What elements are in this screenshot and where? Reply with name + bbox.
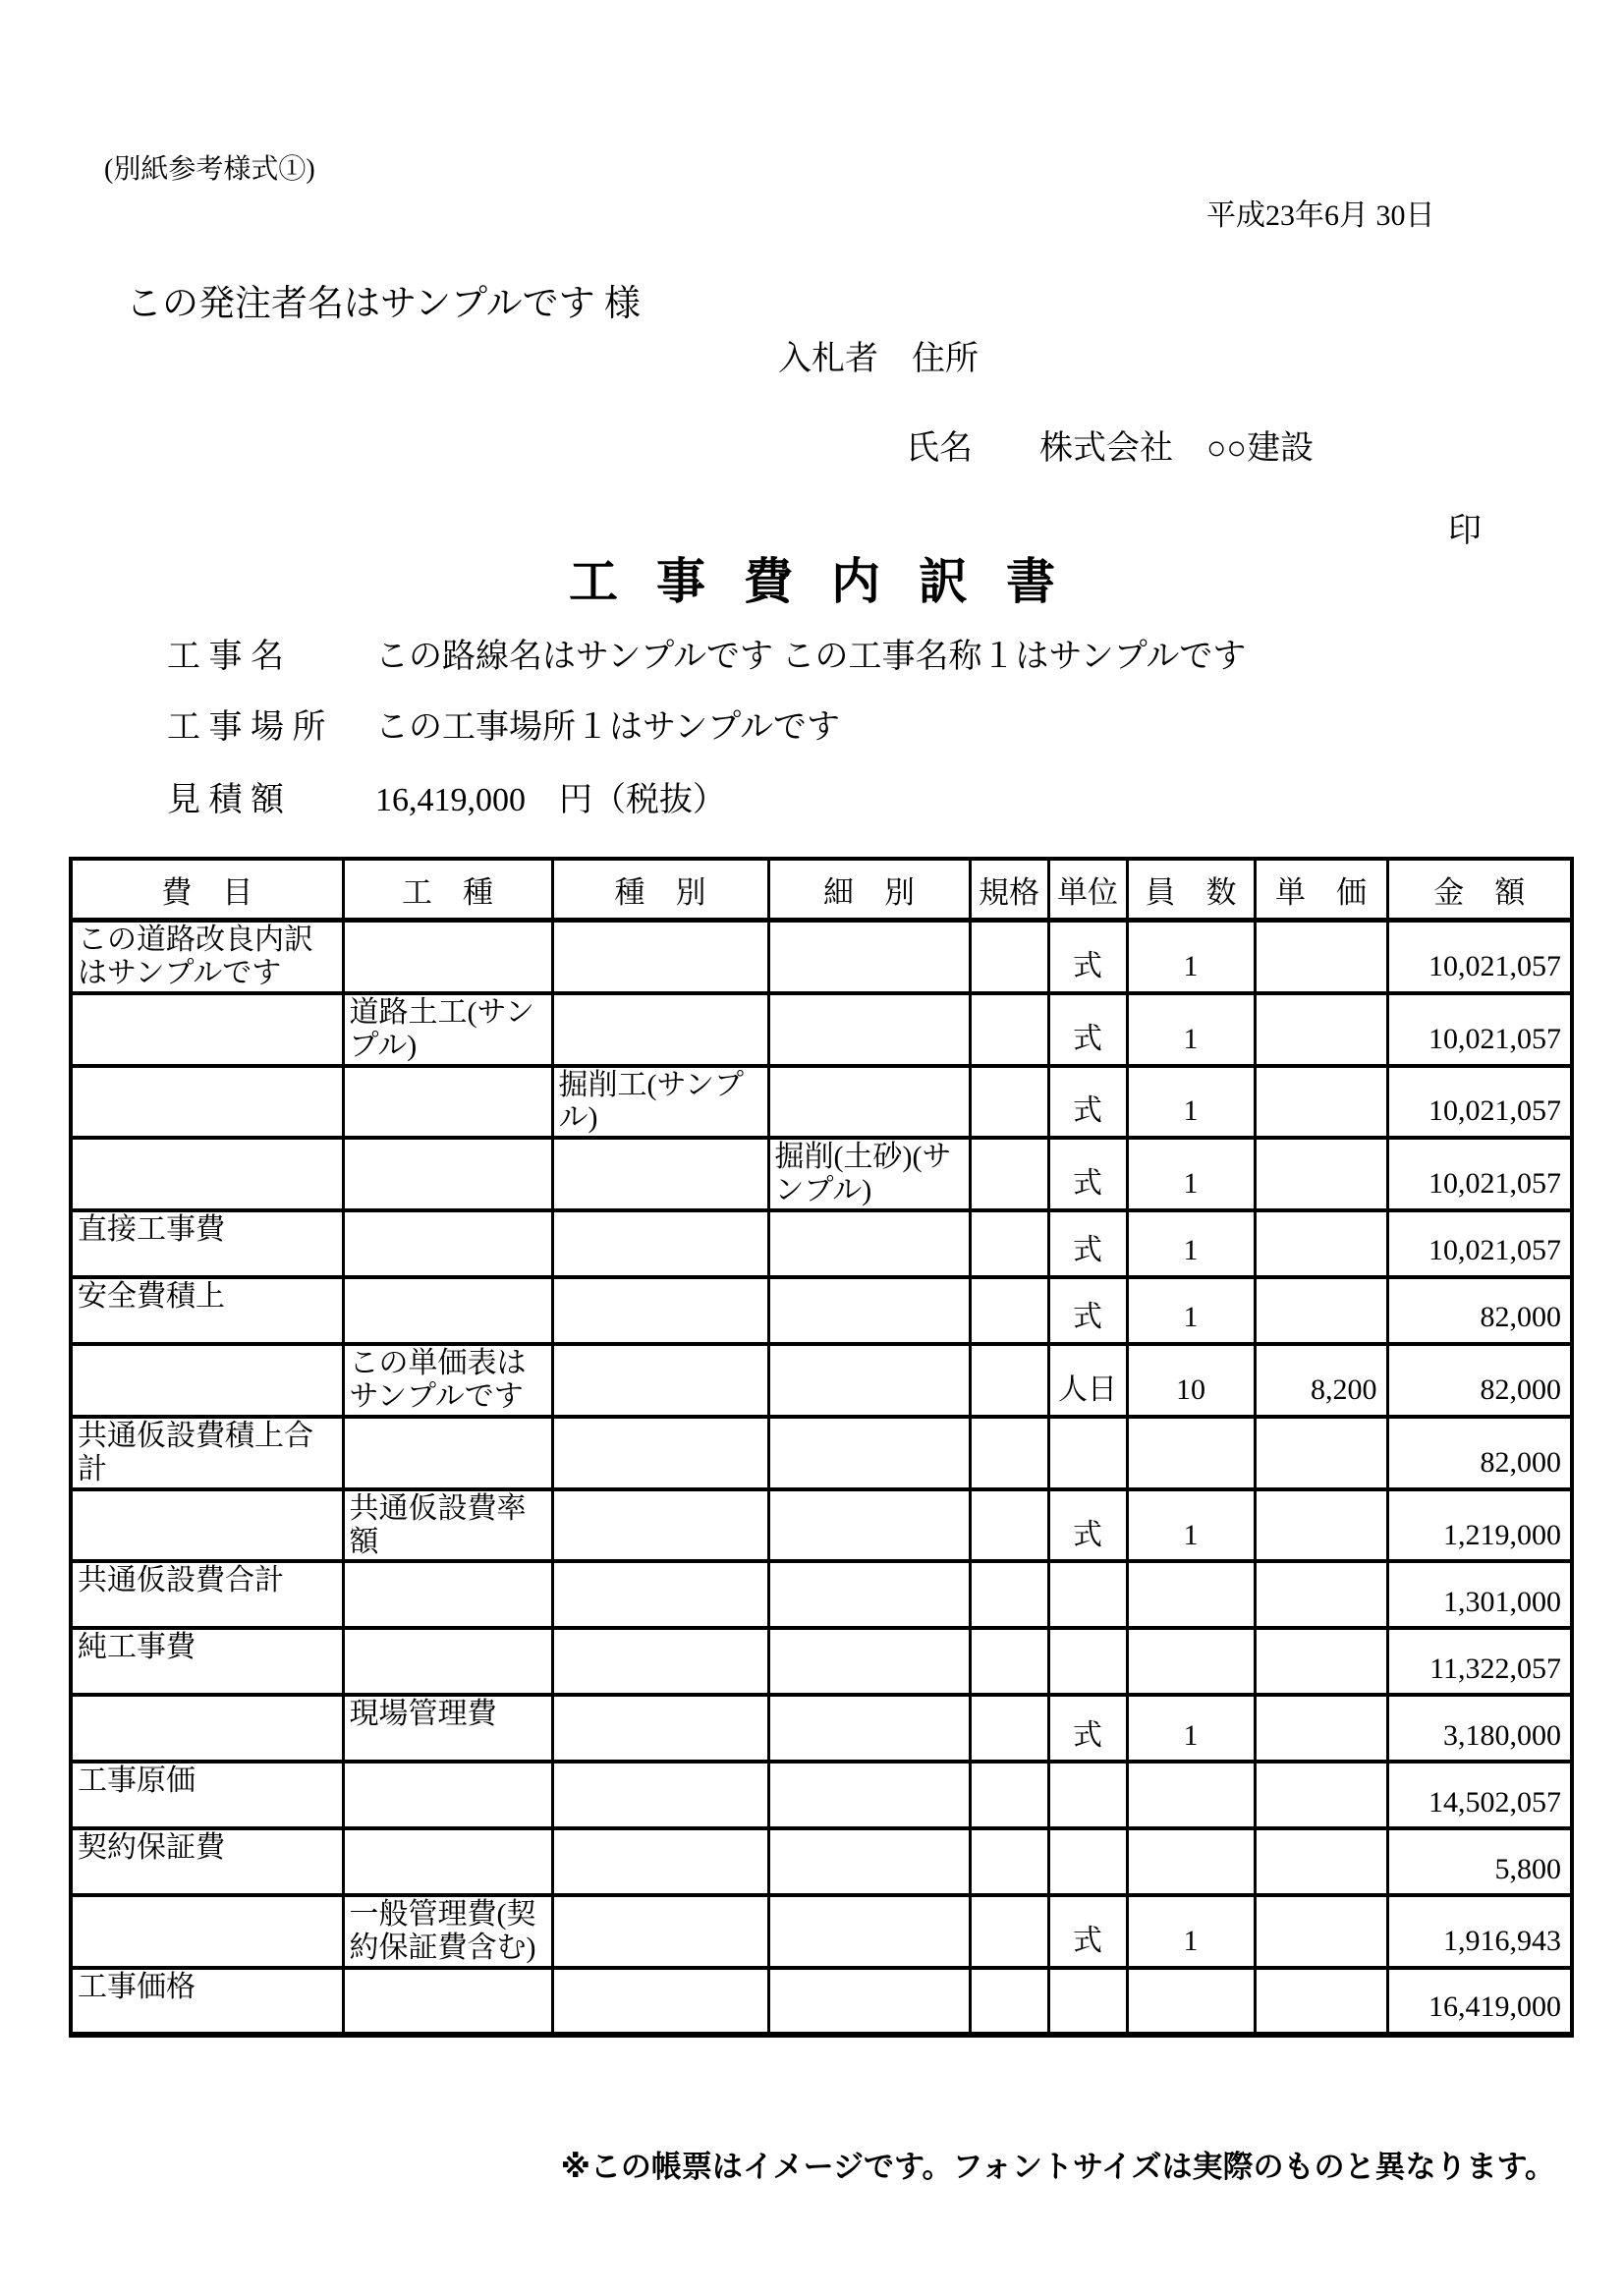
- cell-tani: [1048, 1968, 1127, 2035]
- cell-kingaku: 10,021,057: [1387, 921, 1572, 993]
- cell-inzu: 1: [1127, 1695, 1255, 1762]
- cell-himoku: 契約保証費: [71, 1828, 343, 1895]
- cell-tani: 式: [1048, 993, 1127, 1066]
- cell-kingaku: 10,021,057: [1387, 1138, 1572, 1210]
- column-header-kingaku: 金 額: [1387, 859, 1572, 921]
- estimate-amount-value: 16,419,000 円（税抜）: [375, 782, 726, 818]
- cell-shubetsu: [552, 993, 768, 1066]
- cell-kingaku: 5,800: [1387, 1828, 1572, 1895]
- cell-inzu: 1: [1127, 921, 1255, 993]
- cell-saibetsu: [768, 993, 970, 1066]
- cell-tanka: [1255, 1066, 1387, 1139]
- recipient-name: この発注者名はサンプルです 様: [126, 284, 641, 324]
- table-row: [71, 1417, 1572, 1489]
- cell-koshu: [343, 921, 552, 993]
- column-header-saibetsu: 細 別: [768, 859, 970, 921]
- cell-himoku: 安全費積上: [71, 1277, 343, 1344]
- cell-kikaku: [970, 993, 1048, 1066]
- cell-saibetsu: [768, 1277, 970, 1344]
- cell-kingaku: 82,000: [1387, 1277, 1572, 1344]
- cell-tani: [1048, 1628, 1127, 1695]
- cell-saibetsu: [768, 1895, 970, 1968]
- cell-koshu: 一般管理費(契約保証費含む): [343, 1895, 552, 1968]
- table-row: [71, 1762, 1572, 1828]
- cell-kikaku: [970, 921, 1048, 993]
- cell-kingaku: 82,000: [1387, 1344, 1572, 1417]
- cell-kingaku: 82,000: [1387, 1417, 1572, 1489]
- cell-shubetsu: [552, 1138, 768, 1210]
- cell-tanka: [1255, 993, 1387, 1066]
- cell-saibetsu: [768, 1210, 970, 1277]
- cell-koshu: [343, 1828, 552, 1895]
- cell-inzu: [1127, 1561, 1255, 1628]
- cell-inzu: 1: [1127, 993, 1255, 1066]
- cell-shubetsu: [552, 1628, 768, 1695]
- cell-tani: 式: [1048, 1489, 1127, 1562]
- cell-koshu: [343, 1561, 552, 1628]
- document-date: 平成23年6月 30日: [1206, 199, 1435, 232]
- cell-kikaku: [970, 1138, 1048, 1210]
- cell-tanka: [1255, 1695, 1387, 1762]
- cell-saibetsu: [768, 1968, 970, 2035]
- cell-saibetsu: [768, 1628, 970, 1695]
- cell-kingaku: 10,021,057: [1387, 993, 1572, 1066]
- cell-kingaku: 10,021,057: [1387, 1066, 1572, 1139]
- cell-inzu: 1: [1127, 1895, 1255, 1968]
- cell-saibetsu: [768, 1828, 970, 1895]
- cell-tanka: [1255, 1968, 1387, 2035]
- cell-koshu: [343, 1210, 552, 1277]
- cell-kikaku: [970, 1344, 1048, 1417]
- table-row: [71, 1968, 1572, 2035]
- cell-inzu: [1127, 1968, 1255, 2035]
- table-row: [71, 1210, 1572, 1277]
- cell-shubetsu: [552, 1344, 768, 1417]
- cell-shubetsu: [552, 1277, 768, 1344]
- cell-inzu: 1: [1127, 1210, 1255, 1277]
- cell-tani: 式: [1048, 1695, 1127, 1762]
- cell-tanka: [1255, 1277, 1387, 1344]
- cell-inzu: 1: [1127, 1138, 1255, 1210]
- cell-himoku: [71, 1895, 343, 1968]
- cell-inzu: 10: [1127, 1344, 1255, 1417]
- cell-koshu: [343, 1277, 552, 1344]
- cell-shubetsu: [552, 1968, 768, 2035]
- cell-shubetsu: [552, 1895, 768, 1968]
- cell-inzu: [1127, 1417, 1255, 1489]
- project-name-label: 工 事 名: [167, 639, 284, 675]
- cell-koshu: [343, 1417, 552, 1489]
- cell-inzu: [1127, 1628, 1255, 1695]
- cost-table-body: [71, 921, 1572, 2036]
- cell-shubetsu: 掘削工(サンプル): [552, 1066, 768, 1139]
- form-note: (別紙参考様式①): [104, 154, 315, 185]
- cell-kikaku: [970, 1489, 1048, 1562]
- column-header-inzu: 員 数: [1127, 859, 1255, 921]
- cell-kingaku: 14,502,057: [1387, 1762, 1572, 1828]
- cell-saibetsu: [768, 1561, 970, 1628]
- table-row: [71, 1066, 1572, 1139]
- cell-saibetsu: [768, 921, 970, 993]
- cell-himoku: 直接工事費: [71, 1210, 343, 1277]
- cell-tanka: [1255, 1828, 1387, 1895]
- cell-kikaku: [970, 1895, 1048, 1968]
- cell-tanka: [1255, 1561, 1387, 1628]
- cell-kikaku: [970, 1417, 1048, 1489]
- cell-saibetsu: [768, 1695, 970, 1762]
- cell-shubetsu: [552, 1561, 768, 1628]
- cell-tanka: [1255, 1895, 1387, 1968]
- field-project-name: [167, 629, 1247, 677]
- cell-kingaku: 10,021,057: [1387, 1210, 1572, 1277]
- cell-tanka: [1255, 1210, 1387, 1277]
- column-header-himoku: 費 目: [71, 859, 343, 921]
- column-header-shubetsu: 種 別: [552, 859, 768, 921]
- cell-tani: [1048, 1417, 1127, 1489]
- cell-himoku: [71, 993, 343, 1066]
- cell-himoku: [71, 1695, 343, 1762]
- cell-tanka: [1255, 1489, 1387, 1562]
- cell-kingaku: 1,301,000: [1387, 1561, 1572, 1628]
- cell-shubetsu: [552, 1210, 768, 1277]
- cell-kingaku: 1,219,000: [1387, 1489, 1572, 1562]
- project-location-value: この工事場所１はサンプルです: [375, 709, 840, 746]
- cell-kikaku: [970, 1561, 1048, 1628]
- table-row: [71, 1628, 1572, 1695]
- cell-kikaku: [970, 1762, 1048, 1828]
- cell-himoku: [71, 1489, 343, 1562]
- table-header: [71, 859, 1572, 921]
- cell-saibetsu: [768, 1344, 970, 1417]
- cell-koshu: [343, 1066, 552, 1139]
- table-row: [71, 993, 1572, 1066]
- cell-tani: [1048, 1561, 1127, 1628]
- cell-tani: [1048, 1828, 1127, 1895]
- cell-tani: 式: [1048, 921, 1127, 993]
- cell-kikaku: [970, 1628, 1048, 1695]
- cell-tanka: [1255, 1628, 1387, 1695]
- table-row: [71, 1344, 1572, 1417]
- cell-shubetsu: [552, 1828, 768, 1895]
- table-row: [71, 1561, 1572, 1628]
- cell-inzu: 1: [1127, 1489, 1255, 1562]
- cell-tani: 式: [1048, 1277, 1127, 1344]
- cost-breakdown-table: [69, 857, 1574, 2038]
- cell-shubetsu: [552, 921, 768, 993]
- cell-kingaku: 16,419,000: [1387, 1968, 1572, 2035]
- cell-saibetsu: [768, 1066, 970, 1139]
- cell-tanka: 8,200: [1255, 1344, 1387, 1417]
- cell-inzu: [1127, 1828, 1255, 1895]
- cell-inzu: 1: [1127, 1277, 1255, 1344]
- table-row: [71, 1277, 1572, 1344]
- document-title: 工事費内訳書: [569, 554, 1093, 609]
- cell-koshu: [343, 1968, 552, 2035]
- cell-saibetsu: [768, 1417, 970, 1489]
- cell-kikaku: [970, 1968, 1048, 2035]
- cell-shubetsu: [552, 1417, 768, 1489]
- cell-koshu: [343, 1138, 552, 1210]
- cell-saibetsu: [768, 1489, 970, 1562]
- cell-himoku: 純工事費: [71, 1628, 343, 1695]
- cell-koshu: [343, 1628, 552, 1695]
- cell-shubetsu: [552, 1695, 768, 1762]
- cell-koshu: [343, 1762, 552, 1828]
- cell-himoku: [71, 1066, 343, 1139]
- cell-koshu: 現場管理費: [343, 1695, 552, 1762]
- cell-koshu: 共通仮設費率額: [343, 1489, 552, 1562]
- cell-kingaku: 1,916,943: [1387, 1895, 1572, 1968]
- cell-himoku: 工事価格: [71, 1968, 343, 2035]
- cell-kikaku: [970, 1210, 1048, 1277]
- cell-himoku: [71, 1344, 343, 1417]
- cell-kikaku: [970, 1695, 1048, 1762]
- table-row: [71, 1695, 1572, 1762]
- cell-himoku: 共通仮設費積上合計: [71, 1417, 343, 1489]
- field-project-location: [167, 700, 840, 748]
- cell-himoku: 工事原価: [71, 1762, 343, 1828]
- column-header-tanka: 単 価: [1255, 859, 1387, 921]
- cell-koshu: 道路土工(サンプル): [343, 993, 552, 1066]
- cell-tanka: [1255, 1762, 1387, 1828]
- table-row: [71, 1138, 1572, 1210]
- table-row: [71, 1828, 1572, 1895]
- cell-kikaku: [970, 1828, 1048, 1895]
- table-row: [71, 1895, 1572, 1968]
- seal-mark: 印: [1448, 513, 1482, 549]
- table-row: [71, 921, 1572, 993]
- cell-koshu: この単価表はサンプルです: [343, 1344, 552, 1417]
- cell-kingaku: 3,180,000: [1387, 1695, 1572, 1762]
- cell-kikaku: [970, 1277, 1048, 1344]
- cell-saibetsu: 掘削(土砂)(サンプル): [768, 1138, 970, 1210]
- cell-himoku: [71, 1138, 343, 1210]
- column-header-tani: 単位: [1048, 859, 1127, 921]
- cell-tanka: [1255, 1138, 1387, 1210]
- column-header-kikaku: 規格: [970, 859, 1048, 921]
- cell-shubetsu: [552, 1762, 768, 1828]
- project-name-value: この路線名はサンプルです この工事名称１はサンプルです: [375, 639, 1247, 675]
- header-row: [71, 859, 1572, 921]
- project-location-label: 工 事 場 所: [167, 709, 326, 746]
- bidder-company-name: 氏名 株式会社 ○○建設: [906, 430, 1315, 467]
- cell-saibetsu: [768, 1762, 970, 1828]
- bidder-address-label: 入札者 住所: [778, 341, 979, 377]
- footer-note: ※この帳票はイメージです。フォントサイズは実際のものと異なります。: [560, 2150, 1555, 2184]
- cell-kikaku: [970, 1066, 1048, 1139]
- cell-tani: 人日: [1048, 1344, 1127, 1417]
- column-header-koshu: 工 種: [343, 859, 552, 921]
- cell-himoku: この道路改良内訳はサンプルです: [71, 921, 343, 993]
- cell-tani: 式: [1048, 1210, 1127, 1277]
- cell-tanka: [1255, 921, 1387, 993]
- cell-shubetsu: [552, 1489, 768, 1562]
- cell-tani: 式: [1048, 1895, 1127, 1968]
- estimate-amount-label: 見 積 額: [167, 782, 284, 818]
- cell-tani: 式: [1048, 1138, 1127, 1210]
- cell-inzu: 1: [1127, 1066, 1255, 1139]
- cell-tani: [1048, 1762, 1127, 1828]
- table-row: [71, 1489, 1572, 1562]
- field-estimate-amount: [167, 772, 726, 820]
- cell-himoku: 共通仮設費合計: [71, 1561, 343, 1628]
- cell-tani: 式: [1048, 1066, 1127, 1139]
- cell-inzu: [1127, 1762, 1255, 1828]
- cell-kingaku: 11,322,057: [1387, 1628, 1572, 1695]
- cell-tanka: [1255, 1417, 1387, 1489]
